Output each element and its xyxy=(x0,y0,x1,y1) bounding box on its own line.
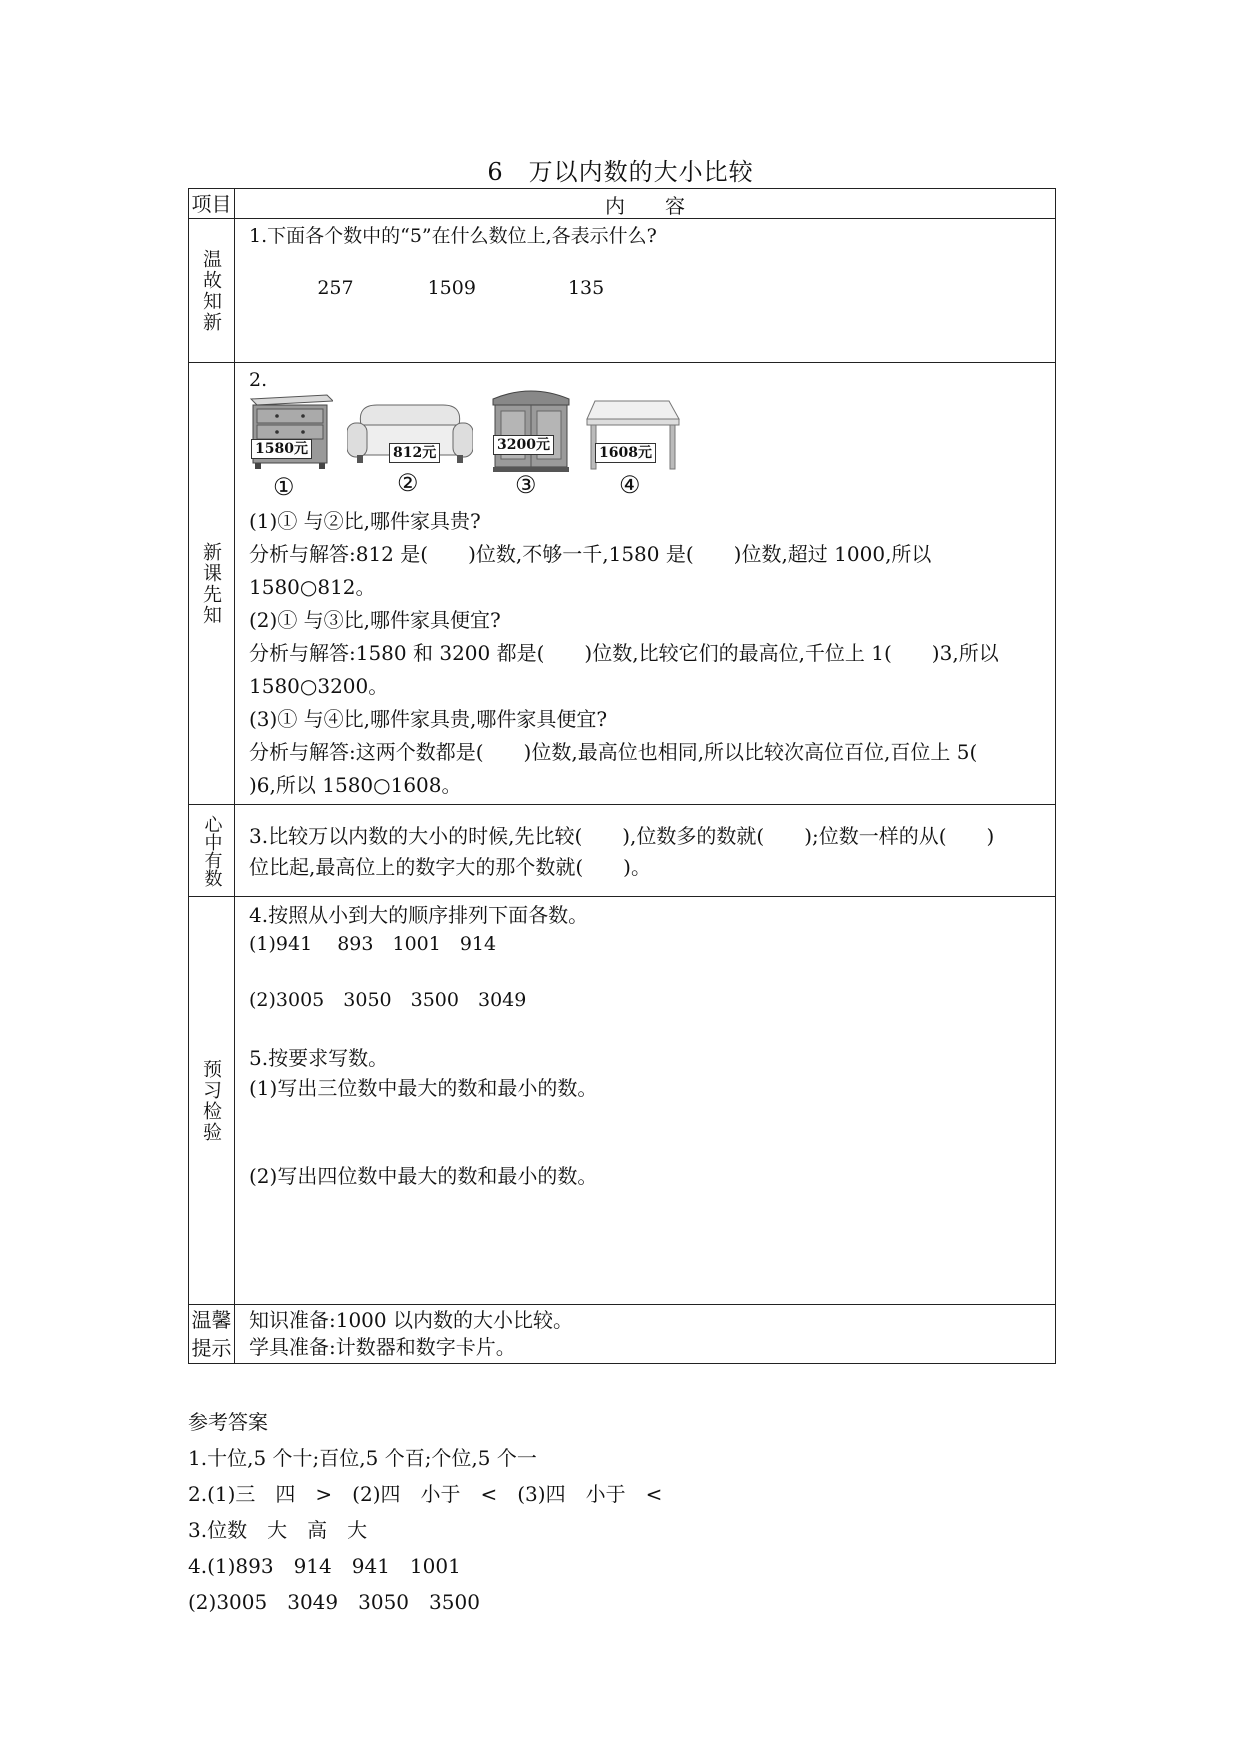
table-header xyxy=(189,189,1055,219)
section-label-new: 新课先知 xyxy=(200,541,222,626)
section-new-lesson xyxy=(189,363,1055,805)
analysis-1: 分析与解答:812 是( )位数,不够一千,1580 是( )位数,超过 1000,所以 xyxy=(249,542,932,566)
number-1509: 1509 xyxy=(427,277,476,299)
tip-tools: 学具准备:计数器和数字卡片。 xyxy=(249,1335,516,1359)
price-tag-4: 1608元 xyxy=(595,443,656,463)
question-5-2: (2)写出四位数中最大的数和最小的数。 xyxy=(249,1164,598,1188)
question-5: 5.按要求写数。 xyxy=(249,1046,389,1070)
page-title: 6 万以内数的大小比较 xyxy=(487,158,754,186)
answer-key xyxy=(188,1404,662,1620)
question-5-1: (1)写出三位数中最大的数和最小的数。 xyxy=(249,1076,598,1100)
sub-question-2: (2)① 与③比,哪件家具便宜? xyxy=(249,608,501,632)
question-4-2: (2)3005 3050 3500 3049 xyxy=(249,989,527,1011)
answer-1: 1.十位,5 个十;百位,5 个百;个位,5 个一 xyxy=(188,1446,537,1470)
question-4: 4.按照从小到大的顺序排列下面各数。 xyxy=(249,903,589,927)
answer-4-1: 4.(1)893 914 941 1001 xyxy=(188,1554,461,1578)
answer-3: 3.位数 大 高 大 xyxy=(188,1518,368,1542)
section-summary xyxy=(189,805,1055,897)
marker-3: ③ xyxy=(515,471,537,499)
answers-heading: 参考答案 xyxy=(188,1410,268,1434)
question-1: 1.下面各个数中的“5”在什么数位上,各表示什么? xyxy=(249,225,657,247)
header-col-item: 项目 xyxy=(191,191,232,216)
price-tag-2: 812元 xyxy=(389,443,440,463)
marker-1: ① xyxy=(273,473,295,501)
wardrobe-image xyxy=(489,383,573,473)
price-tag-3: 3200元 xyxy=(493,435,554,455)
answer-2: 2.(1)三 四 > (2)四 小于 < (3)四 小于 < xyxy=(188,1482,663,1506)
section-review xyxy=(189,219,1055,363)
analysis-2: 分析与解答:1580 和 3200 都是( )位数,比较它们的最高位,千位上 1( )3,所以 xyxy=(249,641,999,665)
section-label-summary: 心中有数 xyxy=(201,814,223,887)
marker-2: ② xyxy=(397,469,419,497)
lesson-table xyxy=(188,188,1056,1364)
compare-3: )6,所以 1580○1608。 xyxy=(249,773,462,797)
marker-4: ④ xyxy=(619,471,641,499)
summary-line-1: 3.比较万以内数的大小的时候,先比较( ),位数多的数就( );位数一样的从( ) xyxy=(249,824,995,848)
question-4-1: (1)941 893 1001 914 xyxy=(249,933,497,955)
answer-4-2: (2)3005 3049 3050 3500 xyxy=(188,1590,480,1614)
furniture-images xyxy=(247,391,667,501)
section-check xyxy=(189,897,1055,1305)
number-257: 257 xyxy=(317,277,354,299)
price-tag-1: 1580元 xyxy=(251,439,312,459)
section-label-review: 温故知新 xyxy=(200,248,222,333)
sub-question-3: (3)① 与④比,哪件家具贵,哪件家具便宜? xyxy=(249,707,608,731)
compare-2: 1580○3200。 xyxy=(249,674,389,698)
section-label-tips: 温馨提示 xyxy=(191,1308,232,1360)
tip-knowledge: 知识准备:1000 以内数的大小比较。 xyxy=(249,1308,573,1332)
compare-1: 1580○812。 xyxy=(249,575,376,599)
summary-line-2: 位比起,最高位上的数字大的那个数就( )。 xyxy=(249,855,651,879)
section-tips xyxy=(189,1305,1055,1363)
analysis-3: 分析与解答:这两个数都是( )位数,最高位也相同,所以比较次高位百位,百位上 5( xyxy=(249,740,978,764)
question-2: 2. xyxy=(249,369,268,391)
section-label-check: 预习检验 xyxy=(200,1058,222,1143)
sub-question-1: (1)① 与②比,哪件家具贵? xyxy=(249,509,481,533)
header-col-content: 内 容 xyxy=(605,194,685,218)
number-135: 135 xyxy=(567,277,605,299)
